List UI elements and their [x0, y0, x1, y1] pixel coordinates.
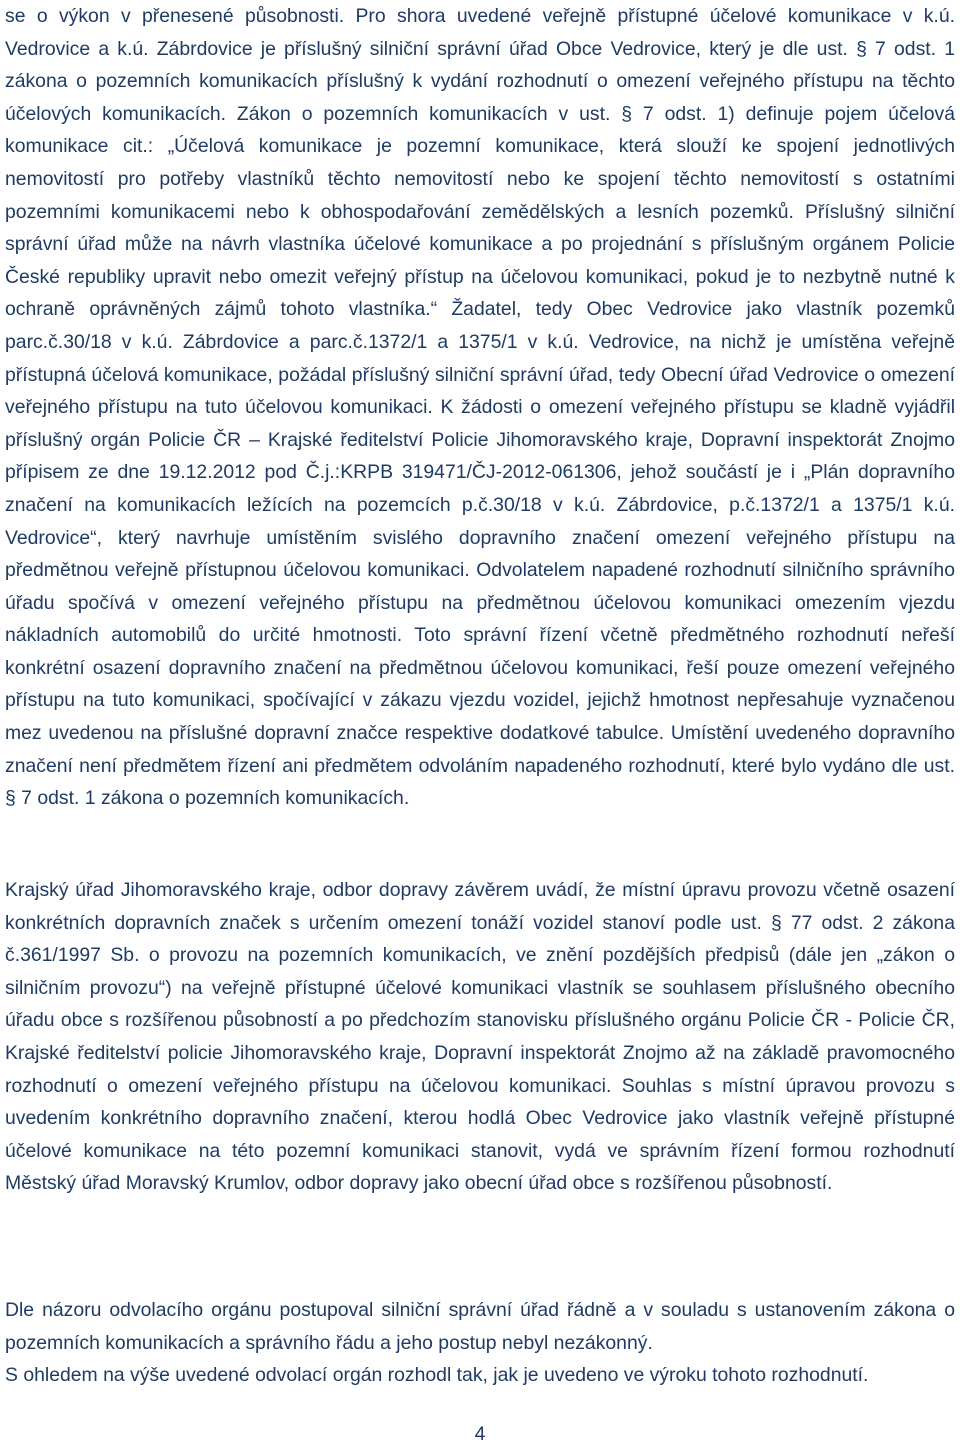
paragraph-regional-office-conclusion: Krajský úřad Jihomoravského kraje, odbor dopravy závěrem uvádí, že místní úpravu provozu včetně osazení konkrétních dopravních značek s určením omezení tonáží vozidel stanoví podle ust. § 77 odst. 2 zákona č.361/1997 Sb. o provozu na pozemních komunikacích, ve znění pozdějších předpisů (dále jen „zákon o silničním provozu“) na veřejně přístupné účelové komunikaci vlastník se souhlasem příslušného obecního úřadu obce s rozšířenou působností a po předchozím stanovisku příslušného orgánu Policie ČR - Policie ČR, Krajské ředitelství policie Jihomoravského kraje, Dopravní inspektorát Znojmo až na základě pravomocného rozhodnutí o omezení veřejného přístupu na účelovou komunikaci. Souhlas s místní úpravou provozu s uvedením konkrétního dopravního značení, kterou hodlá Obec Vedrovice jako vlastník veřejně přístupné účelové komunikace na této pozemní komunikaci stanovit, vydá ve správním řízení formou rozhodnutí Městský úřad Moravský Krumlov, odbor dopravy jako obecní úřad obce s rozšířenou působností.: [5, 879, 955, 1195]
paragraph-legal-reasoning: se o výkon v přenesené působnosti. Pro shora uvedené veřejně přístupné účelové komunikace v k.ú. Vedrovice a k.ú. Zábrdovice je příslušný silniční správní úřad Obce Vedrovice, který je dle ust. § 7 odst. 1 zákona o pozemních komunikacích příslušný k vydání rozhodnutí o omezení veřejného přístupu na těchto účelových komunikacích. Zákon o pozemních komunikacích v ust. § 7 odst. 1) definuje pojem účelová komunikace cit.: „Účelová komunikace je pozemní komunikace, která slouží ke spojení jednotlivých nemovitostí pro potřeby vlastníků těchto nemovitostí nebo ke spojení těchto nemovitostí s ostatními pozemními komunikacemi nebo k obhospodařování zemědělských a lesních pozemků. Příslušný silniční správní úřad může na návrh vlastníka účelové komunikace a po projednání s příslušným orgánem Policie České republiky upravit nebo omezit veřejný přístup na účelovou komunikaci, pokud je to nezbytně nutné k ochraně oprávněných zájmů tohoto vlastníka.“ Žadatel, tedy Obec Vedrovice jako vlastník pozemků parc.č.30/18 v k.ú. Zábrdovice a parc.č.1372/1 a 1375/1 v k.ú. Vedrovice, na nichž je umístěna veřejně přístupná účelová komunikace, požádal příslušný silniční správní úřad, tedy Obecní úřad Vedrovice o omezení veřejného přístupu na tuto účelovou komunikaci. K žádosti o omezení veřejného přístupu se kladně vyjádřil příslušný orgán Policie ČR – Krajské ředitelství Policie Jihomoravského kraje, Dopravní inspektorát Znojmo přípisem ze dne 19.12.2012 pod Č.j.:KRPB 319471/ČJ-2012-061306, jehož součástí je i „Plán dopravního značení na komunikacích ležících na pozemcích p.č.30/18 v k.ú. Zábrdovice, p.č.1372/1 a 1375/1 k.ú. Vedrovice“, který navrhuje umístěním svislého dopravního značení omezení veřejného přístupu na předmětnou veřejně přístupnou účelovou komunikaci. Odvolatelem napadené rozhodnutí silničního správního úřadu spočívá v omezení veřejného přístupu na předmětnou účelovou komunikaci omezením vjezdu nákladních automobilů do určité hmotnosti. Toto správní řízení včetně předmětného rozhodnutí neřeší konkrétní osazení dopravního značení na předmětnou účelovou komunikaci, řeší pouze omezení veřejného přístupu na tuto komunikaci, spočívající v zákazu vjezdu vozidel, jejichž hmotnost nepřesahuje vyznačenou mez uvedenou na příslušné dopravní značce respektive dodatkové tabulce. Umístění uvedeného dopravního značení není předmětem řízení ani předmětem odvoláním napadeného rozhodnutí, které bylo vydáno dle ust. § 7 odst. 1 zákona o pozemních komunikacích.: [5, 5, 955, 810]
page-number: 4: [474, 1423, 486, 1445]
paragraph-appellate-opinion: Dle názoru odvolacího orgánu postupoval silniční správní úřad řádně a v souladu s ustanovením zákona o pozemních komunikacích a správního řádu a jeho postup nebyl nezákonný.: [5, 1299, 955, 1354]
paragraph-final-decision: S ohledem na výše uvedené odvolací orgán rozhodl tak, jak je uvedeno ve výroku tohoto rozhodnutí.: [5, 1364, 869, 1387]
closing-section: [5, 1294, 955, 1392]
